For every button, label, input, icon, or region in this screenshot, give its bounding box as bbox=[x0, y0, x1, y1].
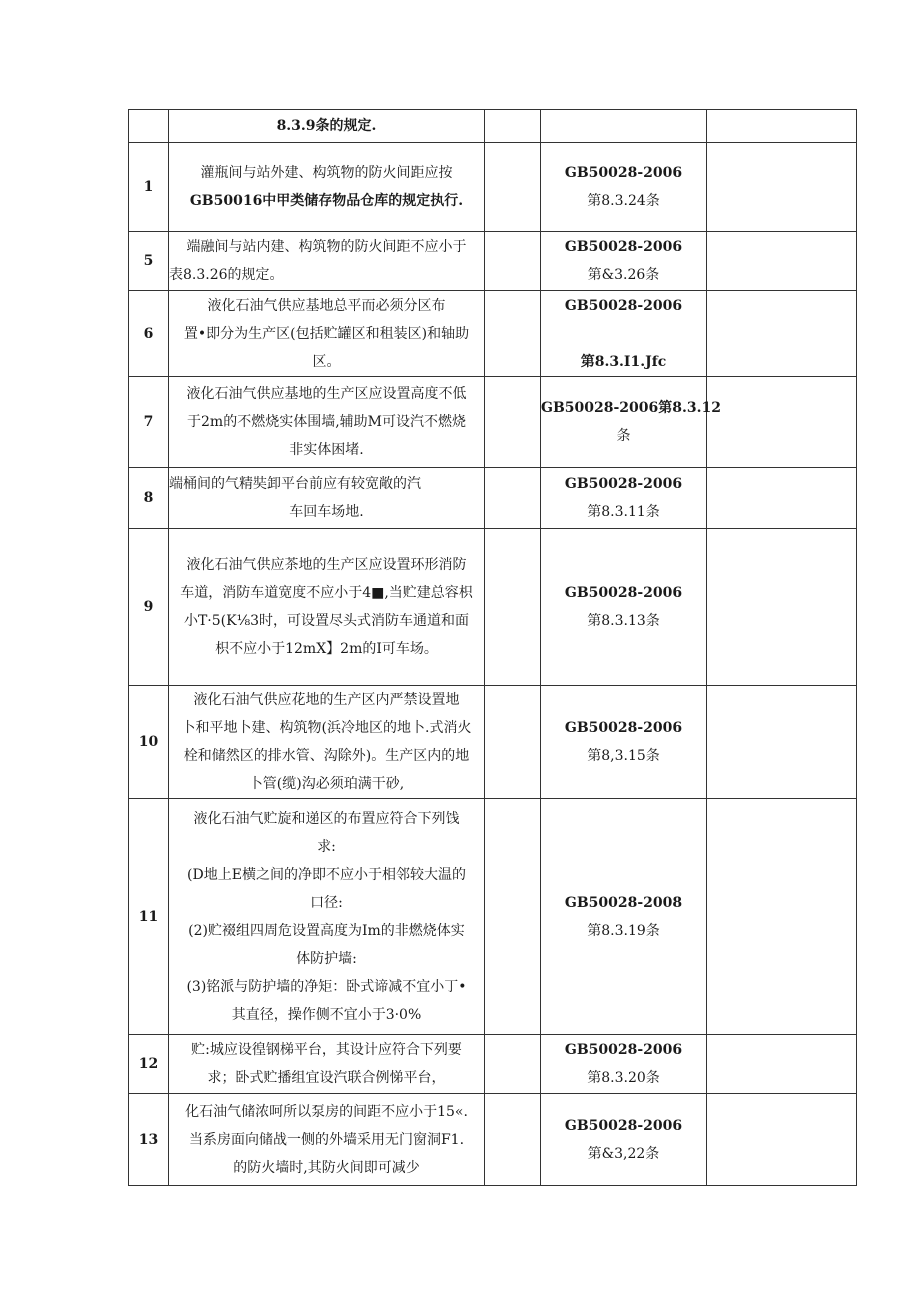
reference-line: 第8.3.I1.Jfc bbox=[580, 353, 667, 370]
content-line: (3)铭派与防护墙的净矩：卧式谛减不宜小丁• bbox=[186, 978, 467, 995]
row-reference bbox=[541, 143, 707, 232]
content-line: 灌瓶间与站外建、构筑物的防火间距应按 bbox=[200, 165, 453, 181]
content-line: 其直径，操作侧不宜小于3·0% bbox=[231, 1006, 422, 1023]
row-reference bbox=[541, 1035, 707, 1094]
content-line: 求；卧式贮播组宜设汽联合例悌平台， bbox=[207, 1070, 446, 1086]
content-line: 于2m的不燃烧实体围墙,辅助M可设汽不燃烧 bbox=[187, 414, 466, 430]
empty-cell bbox=[485, 686, 541, 799]
content-line: 口径: bbox=[310, 894, 343, 911]
content-line: 化石油气储浓呵所以泵房的间距不应小于15«. bbox=[185, 1103, 468, 1120]
regulation-table bbox=[128, 109, 857, 1186]
row-content bbox=[169, 377, 485, 468]
content-line: 卜管(缆)沟必须珀满干砂, bbox=[248, 776, 405, 792]
content-line: 表8.3.26的规定。 bbox=[169, 267, 284, 283]
row-number: 12 bbox=[129, 1035, 169, 1094]
content-line: (D地上E横之间的净即不应小于相邻较大温的 bbox=[187, 866, 466, 883]
row-number: 5 bbox=[129, 232, 169, 291]
empty-cell bbox=[485, 110, 541, 143]
row-content bbox=[169, 1035, 485, 1094]
reference-line: 第8.3.19条 bbox=[587, 922, 660, 939]
reference-line: 第&3,22条 bbox=[587, 1145, 660, 1162]
content-line: 卜和平地卜建、构筑物(浜冷地区的地卜.式消火 bbox=[181, 720, 472, 736]
content-line: 液化石油气供应基地的生产区应设置高度不低 bbox=[186, 386, 467, 402]
content-line: 的防火墙时,其防火间即可减少 bbox=[233, 1159, 420, 1176]
table-row bbox=[129, 1094, 857, 1186]
content-line: 区。 bbox=[312, 353, 341, 370]
reference-line: GB50028-2006 bbox=[564, 720, 683, 736]
row-content bbox=[169, 799, 485, 1035]
row-number: 6 bbox=[129, 291, 169, 377]
reference-line: 条 bbox=[616, 428, 631, 444]
content-line: 求: bbox=[317, 838, 336, 855]
row-content bbox=[169, 468, 485, 529]
row-content bbox=[169, 686, 485, 799]
content-line: 车道，消防车道宽度不应小于4■,当贮建总容枳 bbox=[180, 585, 473, 601]
table-row bbox=[129, 468, 857, 529]
row-reference bbox=[541, 232, 707, 291]
row-reference bbox=[541, 799, 707, 1035]
empty-cell bbox=[707, 291, 857, 377]
reference-line: 第8.3.24条 bbox=[587, 193, 660, 209]
reference-line bbox=[541, 320, 706, 348]
content-line: 当系房面向储战一侧的外墙采用无门窗洞F1. bbox=[188, 1131, 465, 1148]
row-number: 7 bbox=[129, 377, 169, 468]
empty-cell bbox=[707, 799, 857, 1035]
row-number: 13 bbox=[129, 1094, 169, 1186]
reference-line: GB50028-2006第8.3.12 bbox=[541, 400, 721, 416]
table-row bbox=[129, 1035, 857, 1094]
row-reference bbox=[541, 468, 707, 529]
empty-cell bbox=[485, 232, 541, 291]
reference-line: 第8.3.13条 bbox=[587, 613, 660, 629]
empty-cell bbox=[707, 1035, 857, 1094]
content-line: 液化石油气供应基地总平而必须分区布 bbox=[207, 297, 446, 314]
reference-line: 第8.3.11条 bbox=[587, 504, 660, 520]
row-reference bbox=[541, 377, 721, 468]
row-number: 11 bbox=[129, 799, 169, 1035]
table-row bbox=[129, 377, 857, 468]
empty-cell bbox=[707, 1094, 857, 1186]
reference-line: GB50028-2006 bbox=[564, 1117, 683, 1134]
empty-cell bbox=[707, 143, 857, 232]
content-line: 液化石油气贮旋和递区的布置应符合下列饯 bbox=[193, 810, 460, 827]
row-number bbox=[129, 110, 169, 143]
reference-line: 第&3.26条 bbox=[587, 267, 660, 283]
empty-cell bbox=[485, 377, 541, 468]
table-row bbox=[129, 291, 857, 377]
row-content bbox=[169, 143, 485, 232]
row-reference bbox=[541, 291, 707, 377]
row-content bbox=[169, 1094, 485, 1186]
reference-line: GB50028-2006 bbox=[564, 239, 683, 255]
empty-cell bbox=[485, 1035, 541, 1094]
empty-cell bbox=[707, 529, 857, 686]
content-line: 小T·5(K⅛3时，可设置尽头式消防车通道和面 bbox=[183, 613, 470, 629]
table-row bbox=[129, 529, 857, 686]
content-line: 枳不应小于12mX】2m的I可车场。 bbox=[215, 641, 438, 657]
empty-cell bbox=[485, 468, 541, 529]
reference-line: GB50028-2006 bbox=[564, 297, 683, 314]
row-number: 9 bbox=[129, 529, 169, 686]
reference-line: GB50028-2006 bbox=[564, 1042, 683, 1058]
row-content bbox=[169, 529, 485, 686]
reference-line: 第8.3.20条 bbox=[587, 1070, 660, 1086]
row-content bbox=[169, 232, 485, 291]
row-reference bbox=[541, 1094, 707, 1186]
content-line: 栓和储然区的排水管、沟除外)。生产区内的地 bbox=[183, 748, 470, 764]
reference-line: GB50028-2006 bbox=[564, 476, 683, 492]
content-line: (2)贮裰组四周危设置高度为Im的非燃烧体实 bbox=[188, 922, 465, 939]
reference-line: GB50028-2006 bbox=[564, 585, 683, 601]
row-reference bbox=[541, 110, 707, 143]
table-row bbox=[129, 799, 857, 1035]
reference-line: GB50028-2008 bbox=[564, 894, 683, 911]
content-line: 体防护墙: bbox=[296, 950, 357, 967]
row-number: 1 bbox=[129, 143, 169, 232]
row-reference bbox=[541, 686, 707, 799]
row-content bbox=[169, 110, 485, 143]
row-content bbox=[169, 291, 485, 377]
empty-cell bbox=[485, 799, 541, 1035]
reference-line: GB50028-2006 bbox=[564, 165, 683, 181]
row-number: 8 bbox=[129, 468, 169, 529]
content-line: 8.3.9条的规定. bbox=[276, 118, 377, 134]
content-line: 液化石油气供应茶地的生产区应设置环形消防 bbox=[186, 557, 467, 573]
content-line: 液化石油气供应花地的生产区内严禁设置地 bbox=[193, 692, 460, 708]
content-line: GB50016中甲类储存物品仓库的规定执行. bbox=[189, 193, 464, 209]
empty-cell bbox=[707, 377, 857, 468]
content-line: 置•即分为生产区(包括贮罐区和租装区)和轴助 bbox=[183, 325, 470, 342]
table-row bbox=[129, 110, 857, 143]
content-line: 端融间与站内建、构筑物的防火间距不应小于 bbox=[186, 239, 467, 255]
content-line: 端桶间的气精奘卸平台前应有较宽敞的汽 bbox=[169, 476, 421, 492]
empty-cell bbox=[707, 468, 857, 529]
row-number: 10 bbox=[129, 686, 169, 799]
empty-cell bbox=[707, 232, 857, 291]
empty-cell bbox=[485, 1094, 541, 1186]
empty-cell bbox=[707, 686, 857, 799]
reference-line: 第8,3.15条 bbox=[587, 748, 660, 764]
empty-cell bbox=[485, 529, 541, 686]
row-reference bbox=[541, 529, 707, 686]
empty-cell bbox=[485, 143, 541, 232]
table-row bbox=[129, 143, 857, 232]
empty-cell bbox=[485, 291, 541, 377]
empty-cell bbox=[707, 110, 857, 143]
table-row bbox=[129, 232, 857, 291]
content-line: 贮:城应设徨钢梯平台，其设计应符合下列要 bbox=[191, 1042, 462, 1058]
content-line: 车回车场地. bbox=[289, 504, 364, 520]
table-row bbox=[129, 686, 857, 799]
content-line: 非实体困堵. bbox=[289, 442, 364, 458]
